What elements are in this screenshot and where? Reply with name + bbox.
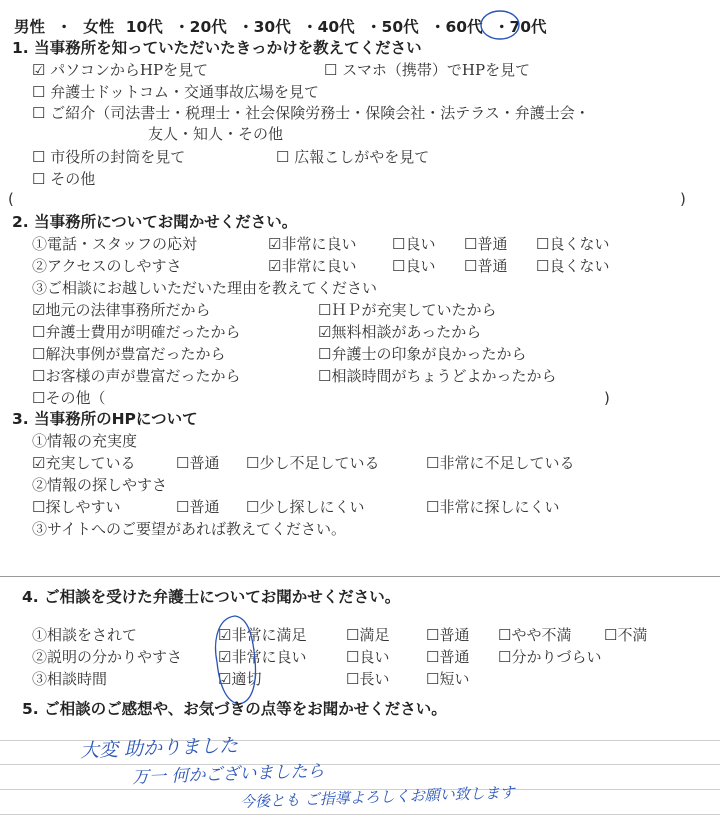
q4-row2-good[interactable]: ☐良い: [346, 648, 390, 666]
q1-option-city-envelope[interactable]: ☐ 市役所の封筒を見て: [32, 148, 186, 166]
q4-row2-normal[interactable]: ☐普通: [426, 648, 470, 666]
q3-sub1-very-lacking[interactable]: ☐非常に不足している: [426, 454, 575, 472]
q2-reason-voices[interactable]: ☐お客様の声が豊富だったから: [32, 367, 241, 385]
q3-title: 3. 当事務所のHPについて: [12, 410, 198, 428]
gender-age-line: 男性 ・ 女性 10代 ・20代 ・30代 ・40代 ・50代 ・60代 ・70代: [14, 18, 547, 36]
q2-reason-other[interactable]: ☐その他（: [32, 389, 106, 407]
q4-row2-label: ②説明の分かりやすさ: [32, 648, 183, 666]
q4-row3-appropriate[interactable]: ☑適切: [218, 670, 262, 688]
answer-line-4: [0, 814, 720, 815]
q2-row1-good[interactable]: ☐良い: [392, 235, 436, 253]
q1-option-referral[interactable]: ☐ ご紹介（司法書士・税理士・社会保険労務士・保険会社・法テラス・弁護士会・: [32, 104, 590, 122]
q4-row2-hard[interactable]: ☐分かりづらい: [498, 648, 602, 666]
q1-option-smartphone-hp[interactable]: ☐ スマホ（携帯）でHPを見て: [324, 61, 531, 79]
q2-reason-free-consult[interactable]: ☑無料相談があったから: [318, 323, 482, 341]
q3-sub2-slightly-hard[interactable]: ☐少し探しにくい: [246, 498, 365, 516]
q3-sub2-very-hard[interactable]: ☐非常に探しにくい: [426, 498, 560, 516]
q2-row1-normal[interactable]: ☐普通: [464, 235, 508, 253]
handwritten-line-2: 万一 何かございましたら: [131, 761, 325, 788]
q1-other-paren-open: (: [8, 190, 14, 208]
q4-row1-satisfied[interactable]: ☐満足: [346, 626, 390, 644]
q2-reason-time[interactable]: ☐相談時間がちょうどよかったから: [318, 367, 557, 385]
q1-title: 1. 当事務所を知っていただいたきっかけを教えてください: [12, 39, 422, 57]
q4-title: 4. ご相談を受けた弁護士についてお聞かせください。: [22, 588, 401, 606]
q2-row2-not-good[interactable]: ☐良くない: [536, 257, 610, 275]
q4-row3-long[interactable]: ☐長い: [346, 670, 390, 688]
q3-sub1-label: ①情報の充実度: [32, 432, 138, 450]
q2-row2-good[interactable]: ☐良い: [392, 257, 436, 275]
q2-row2-normal[interactable]: ☐普通: [464, 257, 508, 275]
q4-row1-normal[interactable]: ☐普通: [426, 626, 470, 644]
q3-sub2-easy[interactable]: ☐探しやすい: [32, 498, 121, 516]
handwritten-line-3: 今後とも ご指導よろしくお願い致します: [239, 783, 515, 811]
q2-row2-very-good[interactable]: ☑非常に良い: [268, 257, 357, 275]
q2-row1-label: ①電話・スタッフの応対: [32, 235, 198, 253]
q4-row2-very-good[interactable]: ☑非常に良い: [218, 648, 307, 666]
q2-reason-hp[interactable]: ☐ＨＰが充実していたから: [318, 301, 497, 319]
q5-title: 5. ご相談のご感想や、お気づきの点等をお聞かせください。: [22, 700, 447, 718]
q2-reason-impression[interactable]: ☐弁護士の印象が良かったから: [318, 345, 527, 363]
q1-option-other[interactable]: ☐ その他: [32, 170, 96, 188]
handwritten-line-1: 大変 助かりました: [79, 734, 239, 762]
q3-sub2-normal[interactable]: ☐普通: [176, 498, 220, 516]
q2-row1-not-good[interactable]: ☐良くない: [536, 235, 610, 253]
divider-q3-q4: [0, 576, 720, 577]
q4-row1-label: ①相談をされて: [32, 626, 138, 644]
q2-row3-label: ③ご相談にお越しいただいた理由を教えてください: [32, 279, 378, 297]
q4-row1-somewhat-dissatisfied[interactable]: ☐やや不満: [498, 626, 572, 644]
q3-sub1-rich[interactable]: ☑充実している: [32, 454, 136, 472]
q4-row1-dissatisfied[interactable]: ☐不満: [604, 626, 648, 644]
answer-line-2: [0, 764, 720, 765]
q2-reason-cases[interactable]: ☐解決事例が豊富だったから: [32, 345, 226, 363]
q2-row1-very-good[interactable]: ☑非常に良い: [268, 235, 357, 253]
q4-row1-very-satisfied[interactable]: ☑非常に満足: [218, 626, 307, 644]
q2-reason-other-close: ): [604, 389, 610, 407]
q1-option-bengoshi-dotcom[interactable]: ☐ 弁護士ドットコム・交通事故広場を見て: [32, 83, 320, 101]
q1-option-referral-cont: 友人・知人・その他: [148, 125, 284, 143]
q2-reason-fee[interactable]: ☐弁護士費用が明確だったから: [32, 323, 241, 341]
q2-reason-local[interactable]: ☑地元の法律事務所だから: [32, 301, 211, 319]
q2-row2-label: ②アクセスのしやすさ: [32, 257, 182, 275]
q3-sub1-slightly-lacking[interactable]: ☐少し不足している: [246, 454, 380, 472]
q3-sub2-label: ②情報の探しやすさ: [32, 476, 168, 494]
q3-sub1-normal[interactable]: ☐普通: [176, 454, 220, 472]
q4-row3-short[interactable]: ☐短い: [426, 670, 470, 688]
q3-sub3-label: ③サイトへのご要望があれば教えてください。: [32, 520, 346, 538]
q1-other-paren-close: ): [680, 190, 686, 208]
hand-circle-q4: [205, 612, 263, 708]
circle-mark-60s: [478, 8, 522, 42]
q4-row3-label: ③相談時間: [32, 670, 108, 688]
q1-option-koho-koshigaya[interactable]: ☐ 広報こしがやを見て: [276, 148, 430, 166]
q2-title: 2. 当事務所についてお聞かせください。: [12, 213, 298, 231]
q1-option-pc-hp[interactable]: ☑ パソコンからHPを見て: [32, 61, 209, 79]
